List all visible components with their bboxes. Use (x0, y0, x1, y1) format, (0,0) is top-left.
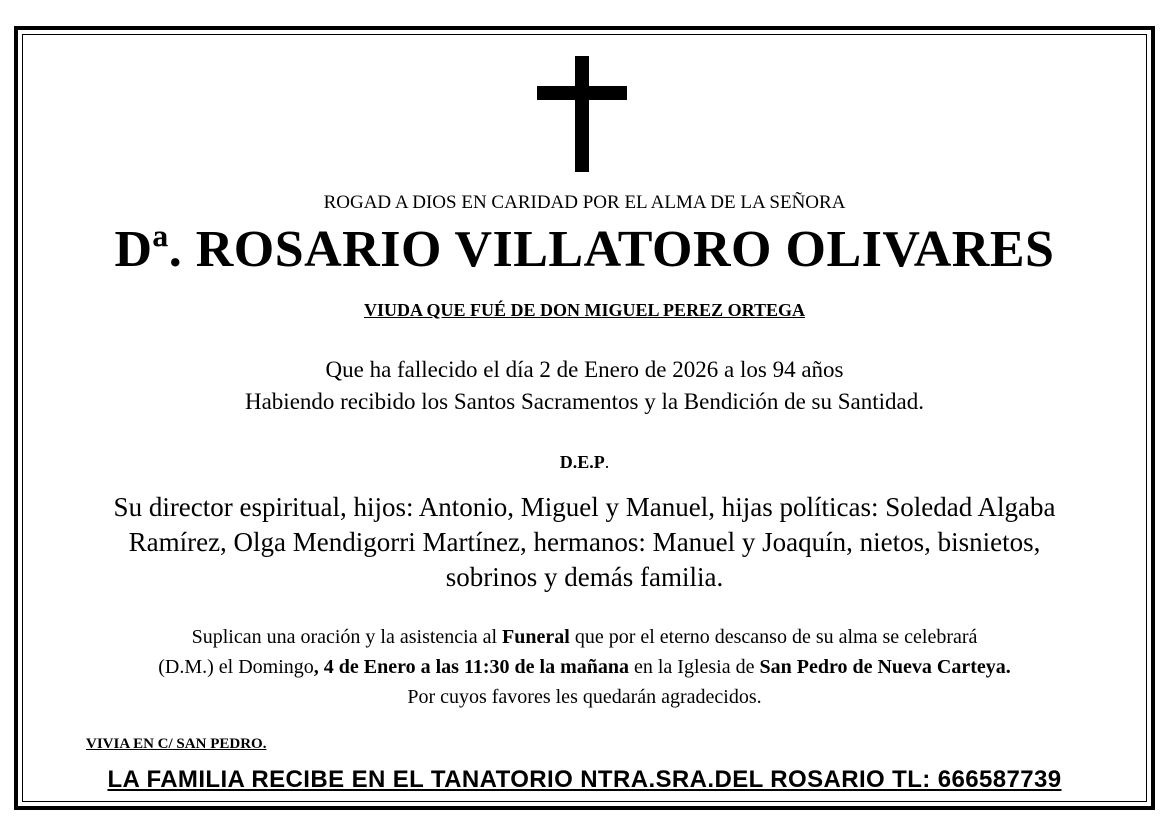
funeral-bold-3: San Pedro de Nueva Carteya. (759, 656, 1011, 678)
dep-text (22, 452, 1147, 473)
intro-text: ROGAD A DIOS EN CARIDAD POR EL ALMA DE LA SEÑORA (323, 192, 846, 213)
cross-icon (537, 56, 627, 172)
funeral-details (22, 622, 1147, 712)
address-line: VIVIA EN C/ SAN PEDRO. (86, 736, 267, 752)
funeral-line-2 (22, 652, 1147, 682)
family-list (22, 490, 1147, 595)
deceased-name: Dª. ROSARIO VILLATORO OLIVARES (114, 221, 1055, 278)
family-line-3: sobrinos y demás familia. (445, 562, 724, 592)
death-line-2: Habiendo recibido los Santos Sacramentos y la Bendición de su Santidad. (244, 389, 924, 414)
funeral-text-1: Suplican una oración y la asistencia al (191, 626, 503, 648)
family-line-1: Su director espiritual, hijos: Antonio, Miguel y Manuel, hijas políticas: Soledad Algaba (113, 492, 1056, 522)
funeral-text-4: en la Iglesia de (628, 656, 760, 678)
funeral-bold-1: Funeral (502, 626, 570, 648)
dep-bold: D.E.P (559, 452, 605, 472)
tanatorio-line: LA FAMILIA RECIBE EN EL TANATORIO NTRA.SRA.DEL ROSARIO TL: 666587739 (107, 766, 1062, 793)
funeral-text-3: (D.M.) el Domingo (158, 656, 314, 678)
death-details (22, 354, 1147, 418)
death-line-1: Que ha fallecido el día 2 de Enero de 2026 a los 94 años (325, 357, 844, 382)
funeral-line-1 (22, 622, 1147, 652)
funeral-text-2: que por el eterno descanso de su alma se celebrará (569, 626, 978, 648)
dep-tail: . (604, 452, 610, 472)
funeral-line-3: Por cuyos favores les quedarán agradecidos. (407, 686, 762, 708)
family-line-2: Ramírez, Olga Mendigorri Martínez, hermanos: Manuel y Joaquín, nietos, bisnietos, (128, 527, 1041, 557)
funeral-bold-2: , 4 de Enero a las 11:30 de la mañana (313, 656, 629, 678)
widow-line: VIUDA QUE FUÉ DE DON MIGUEL PEREZ ORTEGA (364, 300, 805, 320)
